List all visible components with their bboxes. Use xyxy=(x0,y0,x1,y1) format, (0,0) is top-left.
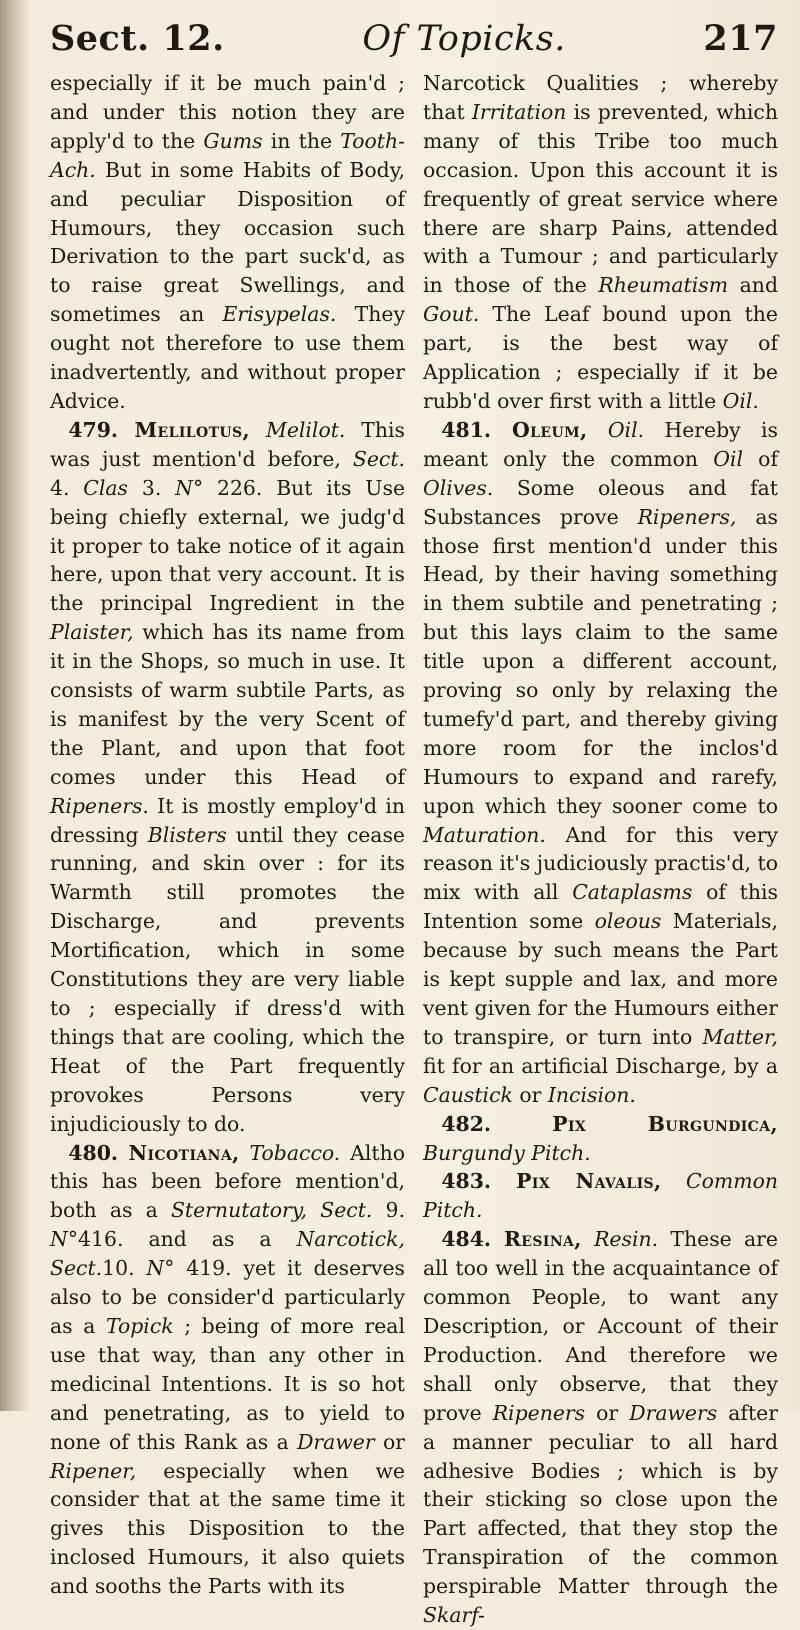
text-run: But in some Habits of Body, and peculiar Disposition of Humours, they occasion such Derivation to the part suck'd, as to raise great Swellings, and sometimes an xyxy=(50,157,405,327)
text-run xyxy=(240,1141,250,1165)
dictionary-entry xyxy=(50,416,405,1139)
running-header xyxy=(50,18,778,59)
italic-text: N xyxy=(146,1256,165,1281)
italic-text: Blisters xyxy=(147,822,227,847)
italic-text: Matter, xyxy=(702,1024,778,1049)
text-run: ° 419. yet it deserves also to be consider'd particularly as a xyxy=(50,1256,406,1338)
italic-text: Common Pitch. xyxy=(423,1169,778,1223)
italic-text: Gums xyxy=(203,128,263,153)
text-run: This was just mention'd before, xyxy=(50,417,406,471)
italic-text: N xyxy=(175,475,193,500)
dictionary-entry xyxy=(50,1139,405,1602)
text-run: And for this very reason it's judiciously practis'd, to mix with all xyxy=(423,822,778,905)
text-run: The Leaf bound upon the part, is the best way of Application ; especially if it be rubb'd over first with a little xyxy=(423,302,778,413)
text-run: 9. xyxy=(372,1198,405,1223)
text-run: as those first mention'd under this Head, by their having something in them subtile and penetrating ; but this lays claim to the same title upon a different account, proving so only by relaxing the tumefy'd part, and thereby giving more room for the inclos'd Humours to expand and rarefy, upon which they sooner come to xyxy=(423,504,778,818)
italic-text: Resin. xyxy=(594,1227,659,1252)
italic-text: Sternutatory, xyxy=(170,1198,308,1223)
text-run xyxy=(250,418,266,442)
italic-text: Ripeners. xyxy=(50,793,149,818)
italic-text: Sect. xyxy=(352,446,405,471)
italic-text: Skarf- xyxy=(423,1603,485,1628)
entry-headword: Pix Burgundica, xyxy=(552,1111,778,1136)
italic-text: Clas xyxy=(83,475,129,500)
italic-text: Sect. xyxy=(50,1256,103,1281)
text-run: especially when we consider that at the same time it gives this Disposition to the inclosed Humours, it also quiets and sooths the Parts with its xyxy=(50,1458,405,1599)
italic-text: Burgundy Pitch. xyxy=(423,1140,591,1165)
text-run: after a manner peculiar to all hard adhesive Bodies ; which is by their sticking so close upon the Part affected, that they stop the Transpiration of the common perspirable Matter through the xyxy=(423,1400,778,1599)
text-run: and xyxy=(728,273,778,298)
text-run: of xyxy=(742,446,778,471)
paragraph xyxy=(50,69,405,416)
italic-text: Incision. xyxy=(547,1082,636,1107)
italic-text: Topick xyxy=(105,1313,174,1338)
running-title: Of Topicks. xyxy=(362,19,566,59)
entry-headword: Pix Navalis, xyxy=(516,1169,662,1194)
entry-headword: Oleum, xyxy=(512,417,588,442)
text-run xyxy=(662,1169,687,1193)
text-run: of this Intention some xyxy=(423,880,778,934)
italic-text: oleous xyxy=(594,909,662,934)
text-run: °416. and as a xyxy=(67,1227,297,1252)
entry-number: 479. xyxy=(68,417,135,442)
italic-text: Erisypelas. xyxy=(222,302,337,327)
italic-text: Oil xyxy=(713,446,743,471)
text-run: Some oleous and fat Substances prove xyxy=(423,475,778,529)
italic-text: Drawers xyxy=(629,1400,718,1425)
italic-text: Rheumatism xyxy=(598,273,729,298)
italic-text: Gout. xyxy=(423,302,480,327)
text-run: or xyxy=(374,1429,405,1454)
italic-text: Oil. xyxy=(722,388,759,413)
entry-headword: Melilotus, xyxy=(134,417,251,442)
entry-headword: Resina, xyxy=(503,1227,582,1252)
text-run: ; being of more real use that way, than any other in medicinal Intentions. It is so hot and penetrating, as to yield to none of this Rank as a xyxy=(50,1313,405,1454)
dictionary-entry xyxy=(423,1167,778,1225)
italic-text: Ripeners xyxy=(492,1400,586,1425)
text-run: is prevented, which many of this Tribe too much occasion. Upon this account it is frequently of great service where there are sharp Pains, attended with a Tumour ; and particularly in those of the xyxy=(423,99,778,298)
text-run: especially if it be much pain'd ; and under this notion they are apply'd to the xyxy=(50,71,405,153)
section-label: Sect. 12. xyxy=(50,18,225,59)
italic-text: Drawer xyxy=(297,1429,375,1454)
entry-number: 480. xyxy=(68,1140,129,1165)
text-run: 3. xyxy=(128,475,176,500)
page-number: 217 xyxy=(703,18,778,59)
italic-text: Maturation. xyxy=(423,822,546,847)
text-run: 10. xyxy=(102,1256,147,1281)
text-run: until they cease running, and skin over : for its Warmth still promotes the Discharge, and prevents Mortification, which in some Constitutions they are very liable to ; especially if dress'd with things that are cooling, which the Heat of the Part frequently provokes Persons very injudiciously to do. xyxy=(50,822,405,1136)
text-run: Narcotick Qualities ; whereby that xyxy=(423,71,778,124)
italic-text: Plaister, xyxy=(50,620,134,645)
entry-number: 481. xyxy=(441,417,512,442)
italic-text: Irritation xyxy=(471,99,567,124)
italic-text: Narcotick, xyxy=(296,1227,405,1252)
text-run: ° 226. But its Use being chiefly external, we judg'd it proper to take notice of it again here, upon that very account. It is the principal Ingredient in the xyxy=(50,475,406,616)
text-run: fit for an artificial Discharge, by a xyxy=(423,1053,778,1078)
paragraph xyxy=(423,69,778,416)
text-run: Altho this has been before mention'd, both as a xyxy=(50,1140,405,1223)
text-run xyxy=(307,1198,320,1222)
text-run: or xyxy=(512,1082,548,1107)
text-run: Materials, because by such means the Part is kept supple and lax, and more vent given for the Humours either to transpire, or turn into xyxy=(423,909,778,1049)
entry-headword: Nicotiana, xyxy=(128,1140,240,1165)
dictionary-entry xyxy=(423,1110,778,1168)
entry-number: 483. xyxy=(441,1169,517,1194)
text-run: in the xyxy=(262,128,341,153)
text-run: 4. xyxy=(50,475,84,500)
entry-number: 482. xyxy=(441,1111,553,1136)
text-run: or xyxy=(585,1400,630,1425)
page-gutter-shadow xyxy=(0,0,30,1411)
text-run: It is mostly employ'd in dressing xyxy=(50,793,405,847)
italic-text: Tooth-Ach. xyxy=(50,128,405,182)
italic-text: Cataplasms xyxy=(572,880,693,905)
italic-text: Tobacco. xyxy=(249,1140,341,1165)
text-run xyxy=(582,1227,594,1251)
italic-text: Olives. xyxy=(423,475,494,500)
italic-text: Oil. xyxy=(607,417,645,442)
italic-text: Caustick xyxy=(423,1082,513,1107)
text-run: which has its name from it in the Shops, so much in use. It consists of warm subtile Parts, as is manifest by the very Scent of the Plant, and upon that foot comes under this Head of xyxy=(50,620,405,789)
dictionary-entry xyxy=(423,1225,778,1630)
text-run xyxy=(587,418,607,442)
italic-text: Ripeners, xyxy=(637,504,737,529)
italic-text: Ripener, xyxy=(50,1458,137,1483)
italic-text: N xyxy=(50,1227,68,1252)
text-run: These are all too well in the acquaintance of common People, to want any Description, or Account of their Production. And therefore we shall only observe, that they prove xyxy=(423,1227,778,1425)
text-run: Hereby is meant only the common xyxy=(423,417,779,471)
entry-number: 484. xyxy=(441,1227,504,1252)
italic-text: Sect. xyxy=(320,1198,373,1223)
right-column xyxy=(423,69,778,1630)
italic-text: Melilot. xyxy=(265,417,346,442)
text-columns xyxy=(50,69,778,1630)
dictionary-entry xyxy=(423,416,778,1110)
text-run: They ought not therefore to use them inadvertently, and without proper Advice. xyxy=(50,302,405,413)
left-column xyxy=(50,69,405,1630)
